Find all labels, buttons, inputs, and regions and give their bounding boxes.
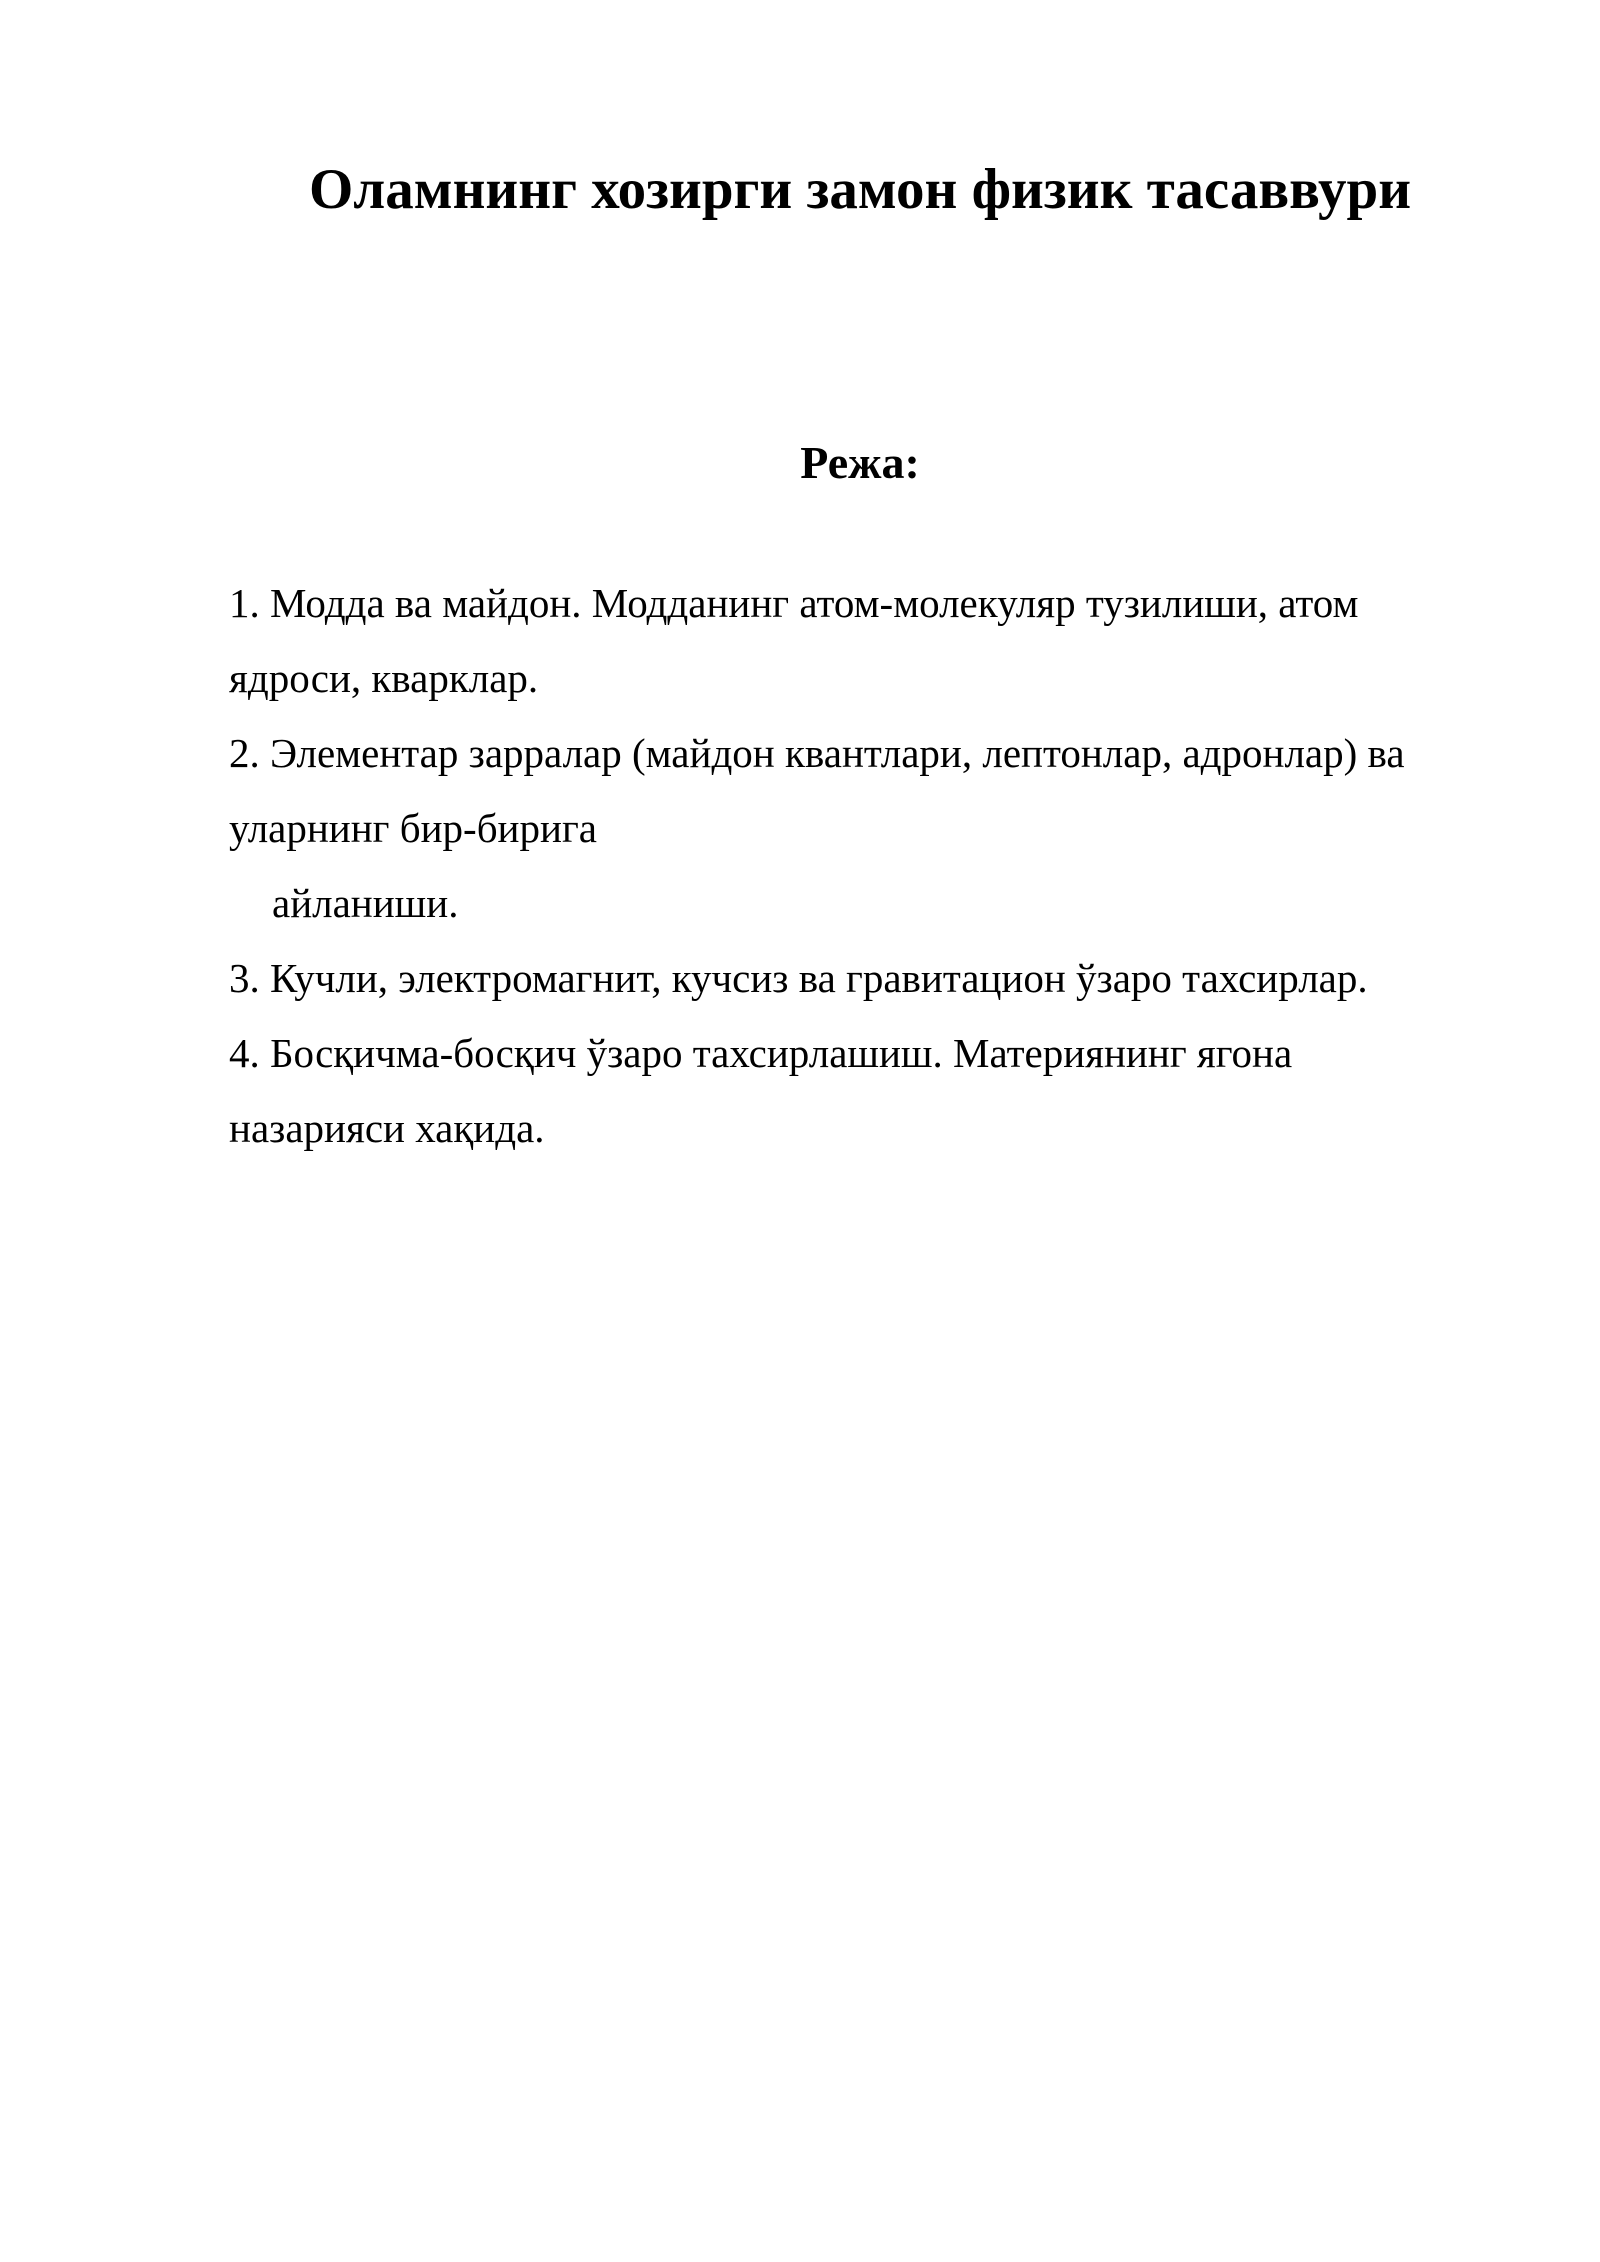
plan-item-4-line-1: 4. Босқичма-босқич ўзаро тахсирлашиш. Материянинг ягона xyxy=(229,1030,1293,1076)
document-title: Оламнинг хозирги замон физик тасаввури xyxy=(308,158,1412,221)
plan-item-2-line-1: 2. Элементар зарралар (майдон квантлари, лептонлар, адронлар) ва xyxy=(229,730,1405,776)
plan-item-2-line-2: уларнинг бир-бирига xyxy=(229,805,597,851)
plan-item-2-line-3: айланиши. xyxy=(272,880,459,926)
plan-item-4-line-2: назарияси хақида. xyxy=(229,1105,545,1151)
plan-item-3: 3. Кучли, электромагнит, кучсиз ва гравитацион ўзаро тахсирлар. xyxy=(229,955,1368,1001)
plan-heading: Режа: xyxy=(800,437,920,488)
plan-item-1-line-1: 1. Модда ва майдон. Модданинг атом-молекуляр тузилиши, атом xyxy=(229,580,1359,626)
plan-list xyxy=(229,566,1529,1166)
plan-item-1-line-2: ядроси, кварклар. xyxy=(229,655,539,701)
